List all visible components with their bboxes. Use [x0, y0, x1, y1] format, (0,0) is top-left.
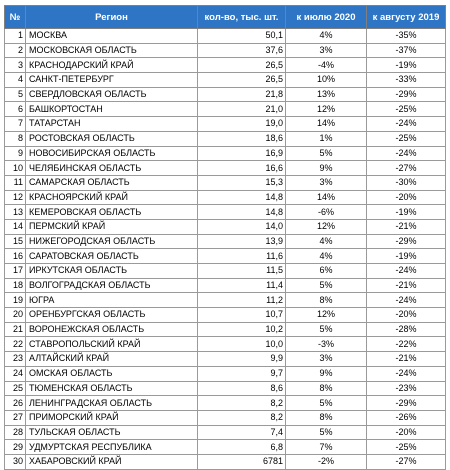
aug-change-cell: -21%: [367, 219, 446, 234]
region-cell: МОСКВА: [26, 29, 198, 44]
aug-change-cell: -20%: [367, 190, 446, 205]
quantity-cell: 11,2: [198, 293, 286, 308]
region-cell: КЕМЕРОВСКАЯ ОБЛАСТЬ: [26, 205, 198, 220]
aug-change-cell: -19%: [367, 205, 446, 220]
region-cell: МОСКОВСКАЯ ОБЛАСТЬ: [26, 43, 198, 58]
table-row: [5, 102, 446, 117]
july-change-cell: 8%: [286, 381, 367, 396]
rank-cell: 1: [5, 29, 26, 44]
region-cell: ВОРОНЕЖСКАЯ ОБЛАСТЬ: [26, 322, 198, 337]
july-change-cell: 9%: [286, 161, 367, 176]
table-row: [5, 381, 446, 396]
region-cell: ВОЛГОГРАДСКАЯ ОБЛАСТЬ: [26, 278, 198, 293]
quantity-cell: 14,0: [198, 219, 286, 234]
quantity-cell: 16,6: [198, 161, 286, 176]
table-row: [5, 205, 446, 220]
aug-change-cell: -21%: [367, 278, 446, 293]
header-region: Регион: [26, 6, 198, 29]
region-cell: ТАТАРСТАН: [26, 117, 198, 132]
table-row: [5, 410, 446, 425]
quantity-cell: 26,5: [198, 73, 286, 88]
aug-change-cell: -29%: [367, 87, 446, 102]
aug-change-cell: -33%: [367, 73, 446, 88]
aug-change-cell: -27%: [367, 161, 446, 176]
rank-cell: 8: [5, 131, 26, 146]
quantity-cell: 8,2: [198, 410, 286, 425]
table-row: [5, 73, 446, 88]
aug-change-cell: -24%: [367, 146, 446, 161]
rank-cell: 22: [5, 337, 26, 352]
quantity-cell: 14,8: [198, 190, 286, 205]
july-change-cell: 5%: [286, 322, 367, 337]
quantity-cell: 7,4: [198, 425, 286, 440]
table-row: [5, 190, 446, 205]
table-body: [5, 29, 446, 470]
table-row: [5, 440, 446, 455]
aug-change-cell: -24%: [367, 117, 446, 132]
rank-cell: 10: [5, 161, 26, 176]
aug-change-cell: -35%: [367, 29, 446, 44]
quantity-cell: 14,8: [198, 205, 286, 220]
rank-cell: 12: [5, 190, 26, 205]
region-cell: ЛЕНИНГРАДСКАЯ ОБЛАСТЬ: [26, 396, 198, 411]
aug-change-cell: -30%: [367, 175, 446, 190]
rank-cell: 30: [5, 454, 26, 469]
region-cell: РОСТОВСКАЯ ОБЛАСТЬ: [26, 131, 198, 146]
region-cell: САРАТОВСКАЯ ОБЛАСТЬ: [26, 249, 198, 264]
rank-cell: 3: [5, 58, 26, 73]
quantity-cell: 16,9: [198, 146, 286, 161]
region-cell: КРАСНОЯРСКИЙ КРАЙ: [26, 190, 198, 205]
aug-change-cell: -19%: [367, 58, 446, 73]
aug-change-cell: -24%: [367, 293, 446, 308]
table-row: [5, 87, 446, 102]
rank-cell: 13: [5, 205, 26, 220]
rank-cell: 25: [5, 381, 26, 396]
quantity-cell: 8,2: [198, 396, 286, 411]
table-row: [5, 322, 446, 337]
quantity-cell: 21,0: [198, 102, 286, 117]
quantity-cell: 13,9: [198, 234, 286, 249]
region-cell: СВЕРДЛОВСКАЯ ОБЛАСТЬ: [26, 87, 198, 102]
rank-cell: 27: [5, 410, 26, 425]
rank-cell: 26: [5, 396, 26, 411]
quantity-cell: 10,2: [198, 322, 286, 337]
region-cell: ХАБАРОВСКИЙ КРАЙ: [26, 454, 198, 469]
july-change-cell: 4%: [286, 29, 367, 44]
aug-change-cell: -22%: [367, 337, 446, 352]
july-change-cell: 13%: [286, 87, 367, 102]
table-row: [5, 366, 446, 381]
header-qty: кол-во, тыс. шт.: [198, 6, 286, 29]
region-cell: АЛТАЙСКИЙ КРАЙ: [26, 352, 198, 367]
rank-cell: 24: [5, 366, 26, 381]
quantity-cell: 6781: [198, 454, 286, 469]
quantity-cell: 37,6: [198, 43, 286, 58]
july-change-cell: 5%: [286, 425, 367, 440]
aug-change-cell: -29%: [367, 396, 446, 411]
quantity-cell: 11,5: [198, 264, 286, 279]
table-row: [5, 278, 446, 293]
july-change-cell: 5%: [286, 146, 367, 161]
table-row: [5, 264, 446, 279]
aug-change-cell: -21%: [367, 352, 446, 367]
rank-cell: 15: [5, 234, 26, 249]
aug-change-cell: -37%: [367, 43, 446, 58]
aug-change-cell: -25%: [367, 440, 446, 455]
july-change-cell: 3%: [286, 43, 367, 58]
quantity-cell: 18,6: [198, 131, 286, 146]
quantity-cell: 10,0: [198, 337, 286, 352]
region-cell: ТЮМЕНСКАЯ ОБЛАСТЬ: [26, 381, 198, 396]
aug-change-cell: -29%: [367, 234, 446, 249]
july-change-cell: -4%: [286, 58, 367, 73]
region-cell: ЧЕЛЯБИНСКАЯ ОБЛАСТЬ: [26, 161, 198, 176]
table-header-row: [5, 6, 446, 29]
july-change-cell: 1%: [286, 131, 367, 146]
july-change-cell: 3%: [286, 175, 367, 190]
rank-cell: 9: [5, 146, 26, 161]
region-cell: КРАСНОДАРСКИЙ КРАЙ: [26, 58, 198, 73]
aug-change-cell: -28%: [367, 322, 446, 337]
table-row: [5, 43, 446, 58]
region-cell: НИЖЕГОРОДСКАЯ ОБЛАСТЬ: [26, 234, 198, 249]
region-cell: ПРИМОРСКИЙ КРАЙ: [26, 410, 198, 425]
rank-cell: 7: [5, 117, 26, 132]
region-table-container: [4, 5, 446, 470]
rank-cell: 5: [5, 87, 26, 102]
region-cell: ИРКУТСКАЯ ОБЛАСТЬ: [26, 264, 198, 279]
quantity-cell: 15,3: [198, 175, 286, 190]
july-change-cell: 14%: [286, 190, 367, 205]
region-cell: ТУЛЬСКАЯ ОБЛАСТЬ: [26, 425, 198, 440]
aug-change-cell: -24%: [367, 366, 446, 381]
july-change-cell: 5%: [286, 396, 367, 411]
rank-cell: 11: [5, 175, 26, 190]
rank-cell: 18: [5, 278, 26, 293]
july-change-cell: 3%: [286, 352, 367, 367]
rank-cell: 28: [5, 425, 26, 440]
table-row: [5, 337, 446, 352]
rank-cell: 2: [5, 43, 26, 58]
table-row: [5, 131, 446, 146]
july-change-cell: -3%: [286, 337, 367, 352]
table-row: [5, 396, 446, 411]
table-row: [5, 58, 446, 73]
july-change-cell: 12%: [286, 102, 367, 117]
july-change-cell: -6%: [286, 205, 367, 220]
rank-cell: 4: [5, 73, 26, 88]
quantity-cell: 6,8: [198, 440, 286, 455]
aug-change-cell: -27%: [367, 454, 446, 469]
july-change-cell: 5%: [286, 278, 367, 293]
quantity-cell: 19,0: [198, 117, 286, 132]
rank-cell: 19: [5, 293, 26, 308]
table-row: [5, 146, 446, 161]
rank-cell: 16: [5, 249, 26, 264]
aug-change-cell: -23%: [367, 381, 446, 396]
quantity-cell: 26,5: [198, 58, 286, 73]
quantity-cell: 11,4: [198, 278, 286, 293]
quantity-cell: 50,1: [198, 29, 286, 44]
quantity-cell: 11,6: [198, 249, 286, 264]
july-change-cell: 12%: [286, 308, 367, 323]
rank-cell: 23: [5, 352, 26, 367]
july-change-cell: 10%: [286, 73, 367, 88]
july-change-cell: 8%: [286, 410, 367, 425]
table-row: [5, 352, 446, 367]
region-sales-table: [4, 5, 446, 470]
rank-cell: 17: [5, 264, 26, 279]
header-july: к июлю 2020: [286, 6, 367, 29]
table-row: [5, 308, 446, 323]
table-row: [5, 29, 446, 44]
july-change-cell: 4%: [286, 234, 367, 249]
region-cell: СТАВРОПОЛЬСКИЙ КРАЙ: [26, 337, 198, 352]
region-cell: УДМУРТСКАЯ РЕСПУБЛИКА: [26, 440, 198, 455]
quantity-cell: 10,7: [198, 308, 286, 323]
july-change-cell: 6%: [286, 264, 367, 279]
region-cell: ЮГРА: [26, 293, 198, 308]
july-change-cell: 14%: [286, 117, 367, 132]
table-row: [5, 425, 446, 440]
region-cell: САНКТ-ПЕТЕРБУРГ: [26, 73, 198, 88]
table-row: [5, 454, 446, 469]
region-cell: ОМСКАЯ ОБЛАСТЬ: [26, 366, 198, 381]
rank-cell: 29: [5, 440, 26, 455]
rank-cell: 14: [5, 219, 26, 234]
region-cell: БАШКОРТОСТАН: [26, 102, 198, 117]
rank-cell: 20: [5, 308, 26, 323]
header-aug: к августу 2019: [367, 6, 446, 29]
rank-cell: 6: [5, 102, 26, 117]
table-row: [5, 161, 446, 176]
table-row: [5, 249, 446, 264]
july-change-cell: 9%: [286, 366, 367, 381]
aug-change-cell: -25%: [367, 102, 446, 117]
region-cell: ПЕРМСКИЙ КРАЙ: [26, 219, 198, 234]
aug-change-cell: -24%: [367, 264, 446, 279]
july-change-cell: 4%: [286, 249, 367, 264]
table-row: [5, 293, 446, 308]
region-cell: САМАРСКАЯ ОБЛАСТЬ: [26, 175, 198, 190]
july-change-cell: -2%: [286, 454, 367, 469]
quantity-cell: 9,7: [198, 366, 286, 381]
table-row: [5, 234, 446, 249]
rank-cell: 21: [5, 322, 26, 337]
table-row: [5, 117, 446, 132]
table-row: [5, 175, 446, 190]
aug-change-cell: -25%: [367, 131, 446, 146]
aug-change-cell: -20%: [367, 308, 446, 323]
quantity-cell: 8,6: [198, 381, 286, 396]
july-change-cell: 7%: [286, 440, 367, 455]
aug-change-cell: -26%: [367, 410, 446, 425]
quantity-cell: 9,9: [198, 352, 286, 367]
region-cell: НОВОСИБИРСКАЯ ОБЛАСТЬ: [26, 146, 198, 161]
table-row: [5, 219, 446, 234]
region-cell: ОРЕНБУРГСКАЯ ОБЛАСТЬ: [26, 308, 198, 323]
aug-change-cell: -20%: [367, 425, 446, 440]
july-change-cell: 12%: [286, 219, 367, 234]
quantity-cell: 21,8: [198, 87, 286, 102]
aug-change-cell: -19%: [367, 249, 446, 264]
header-num: №: [5, 6, 26, 29]
july-change-cell: 8%: [286, 293, 367, 308]
